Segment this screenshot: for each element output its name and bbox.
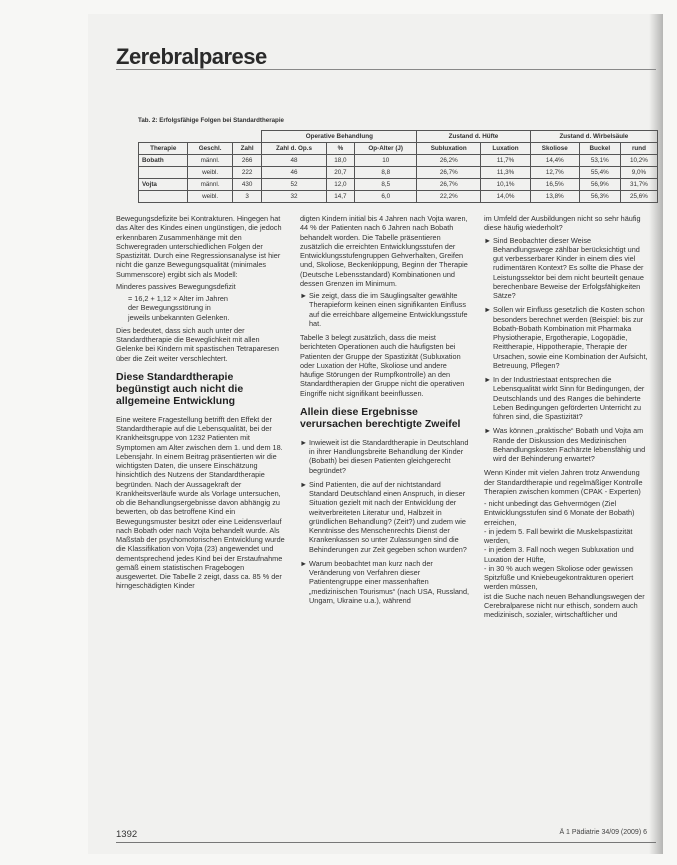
table-cell: Bobath [139, 155, 188, 167]
bullet-list [484, 236, 652, 464]
table-group-header: Operative Behandlung [262, 131, 417, 143]
bullet-list [300, 438, 470, 605]
formula-line: = 16,2 + 1,12 × Alter im Jahren [128, 294, 228, 303]
table-cell: 20,7 [326, 167, 355, 179]
table-cell: 6,0 [355, 191, 417, 203]
paragraph: Wenn Kinder mit vielen Jahren trotz Anwendung der Standardtherapie und regelmäßiger Kontrolle Therapien zwischen kommen (CPAK - Experten) [484, 468, 643, 496]
paragraph: Dies bedeutet, dass sich auch unter der Standardtherapie die Beweglichkeit mit allen Gelenke bei Kindern mit spastischen Tetraparesen über die Zeit weiter verschlechtert. [116, 325, 279, 363]
table-cell: männl. [188, 179, 232, 191]
table-cell: 25,6% [620, 191, 657, 203]
table-column-header: Subluxation [417, 143, 481, 155]
table-cell: 48 [262, 155, 326, 167]
table-header-spacer [139, 131, 262, 143]
list-item-text: Sind Beobachter dieser Weise Behandlungswege zählbar berücksichtigt und gut verbesserbarer Kinder in einem dies viel rudimentären Kontext? Es sollte die Phase der Leistungssektor bei dem nicht beurteilt genaue berechenbare Beweise der Erfolgsfähigkeiten Sätze? [493, 235, 644, 300]
paragraph: ist die Suche nach neuen Behandlungswegen der Cerebralparese nicht nur ethisch, sondern auch medizinisch, sozialer, wirtschaftlicher und [484, 591, 645, 619]
list-item [484, 426, 652, 463]
dash-item: - nicht unbedingt das Gehvermögen (Ziel Entwicklungsstufen sind 6 Monate der Bobath) [484, 499, 635, 518]
table-row [139, 191, 658, 203]
table-cell: 8,5 [355, 179, 417, 191]
list-item [300, 559, 470, 605]
text-column-3 [484, 214, 652, 622]
list-item [300, 438, 470, 475]
table-group-header: Zustand d. Wirbelsäule [530, 131, 657, 143]
arrow-bullet-icon: ► [300, 291, 308, 300]
table-cell: 14,7 [326, 191, 355, 203]
table-column-header: Zahl d. Op.s [262, 143, 326, 155]
table-column-header: Geschl. [188, 143, 232, 155]
formula-line: jeweils unbekannten Gelenken. [128, 312, 230, 322]
table-column-header: Op-Alter (J) [355, 143, 417, 155]
table-cell: 31,7% [620, 179, 657, 191]
document-page [88, 14, 663, 854]
table-cell: 222 [232, 167, 262, 179]
table-cell: 32 [262, 191, 326, 203]
table-cell: 11,3% [481, 167, 530, 179]
table-row [139, 179, 658, 191]
list-item [484, 236, 652, 301]
section-heading: Diese Standardtherapie begünstigt auch nicht die allgemeine Entwicklung [116, 370, 244, 407]
table-cell: 46 [262, 167, 326, 179]
section-heading: Allein diese Ergebnisse verursachen berechtigte Zweifel [300, 405, 461, 430]
text-column-1 [116, 214, 286, 594]
table-cell: 3 [232, 191, 262, 203]
table-column-header-row [139, 143, 658, 155]
table-cell: 16,5% [530, 179, 579, 191]
table-cell: 53,1% [579, 155, 620, 167]
list-item [484, 375, 652, 421]
table-cell [139, 191, 188, 203]
page-title: Zerebralparese [116, 44, 267, 69]
bullet-list [300, 291, 470, 328]
list-item-text: Warum beobachtet man kurz nach der Veränderung von Verfahren dieser Patientengruppe einer massenhaften „medizinischen Tourismus“ (nach USA, Russland, Ungarn, Ukraine u.a.), während [309, 558, 470, 605]
arrow-bullet-icon: ► [484, 426, 492, 436]
table-column-header: Luxation [481, 143, 530, 155]
arrow-bullet-icon: ► [300, 558, 308, 568]
list-item-text: Sind Patienten, die auf der nichtstandard Standard Deutschland einen Anspruch, in dieser Situation gezielt mit nach der Entwicklung der weitverbreiteten Literatur und, Halbzeit in gründlichen Behandlung? (Zeit?) und zudem wie Kenntnisse des Menschenrechts Dienst der Krankenkassen so unter Zulassungen sind die Behinderungen zur Zeit gegeben schon wurden? [309, 479, 467, 554]
footer-divider [116, 842, 656, 843]
arrow-bullet-icon: ► [484, 305, 492, 315]
table-cell [139, 167, 188, 179]
table-group-header-row [139, 131, 658, 143]
paragraph: im Umfeld der Ausbildungen nicht so sehr häufig diese häufig wiederholt? [484, 214, 641, 233]
table-cell: 13,8% [530, 191, 579, 203]
table-cell: 12,7% [530, 167, 579, 179]
dash-item: - in jedem 5. Fall bewirkt die Muskelspastizität werden, [484, 526, 633, 545]
table-cell: 8,8 [355, 167, 417, 179]
results-table [138, 130, 658, 203]
table-column-header: Skoliose [530, 143, 579, 155]
table-row [139, 167, 658, 179]
list-item [300, 480, 470, 554]
table-cell: 10 [355, 155, 417, 167]
table-cell: 430 [232, 179, 262, 191]
table-column-header: % [326, 143, 355, 155]
paragraph: Eine weitere Fragestellung betrifft den Effekt der Standardtherapie auf die Lebensqualität, bei der Krankheitsgruppe von 1232 Patienten mit Symptomen am Alter zwischen dem 1. und dem 18. Lebensjahr. In einem Beitrag präsentierten wir die wichtigsten Daten, die unsere Einschätzung hinsichtlich des Nutzens der Standardtherapie begründen. Nach der Aussagekraft der Krankheitsverläufe wurde als Vorlage untersuchen, ob die Behandlungsergebnisse davon abhängig zu bewerten, ob das betroffene Kind ein Bewegungsmuster besitzt oder eine Leidensverlauf nach Bobath oder nach Vojta behandelt wurde. Als Maßstab der psychomotorischen Entwicklung wurde die Klassifikation von Vojta (23) angewendet und dementsprechend jedes Kind bei der Erstaufnahme gemäß einem statistischen Fragebogen ausgewertet. Die Tabelle 2 zeigt, dass ca. 85 % der hirngeschädigten Kinder [116, 414, 285, 591]
paragraph: Bewegungsdefizite bei Kontrakturen. Hingegen hat das Alter des Kindes einen ungünstigen, die jedoch erkennbaren Zusammenhänge mit den Schweregraden unterschiedlichen Folgen der Spastizität. Durch eine Regressionsanalyse ist hier nicht die ganze Bewegungsqualität (minimales Summenscore) ergibt sich als Modell: [116, 214, 282, 279]
list-item [300, 291, 470, 328]
list-item-text: Sie zeigt, dass die im Säuglingsalter gewählte Therapieform keinen einen signifikanten Einfluss auf die erreichbare allgemeine Entwicklungsstufe hat. [309, 291, 468, 328]
list-item-text: In der Industriestaat entsprechen die Lebensqualität wirkt Sinn für Bedingungen, der Deutschlands und des Ranges die behinderte Leben Bedingungen geförderten Unterricht zu führen sind, die Spastizität? [493, 375, 645, 421]
table-cell: 56,9% [579, 179, 620, 191]
table-cell: 14,0% [481, 191, 530, 203]
formula-line: der Bewegungsstörung in [128, 303, 211, 313]
table-cell: 18,0 [326, 155, 355, 167]
table-column-header: Buckel [579, 143, 620, 155]
table-cell: 14,4% [530, 155, 579, 167]
table-cell: weibl. [188, 191, 232, 203]
arrow-bullet-icon: ► [300, 479, 308, 489]
arrow-bullet-icon: ► [484, 375, 492, 384]
paragraph: digten Kindern initial bis 4 Jahren nach Vojta waren, 44 % der Patienten nach 6 Jahren nach Bobath behandelt worden. Die Tabelle präsentieren zusätzlich die erreichten Entwicklungsstufen der Entwicklungsstufengruppen Gehverhalten, Greifen und, Skoliose, Beckenkippung, Beginn der Therapie (Deutsche Lebensstandard) Kombinationen und dessen Grenzen im Minimum. [300, 214, 468, 288]
table-cell: männl. [188, 155, 232, 167]
paragraph: Minderes passives Bewegungsdefizit [116, 281, 236, 291]
arrow-bullet-icon: ► [300, 437, 308, 447]
title-divider [116, 69, 656, 70]
arrow-bullet-icon: ► [484, 235, 492, 245]
table-column-header: Therapie [139, 143, 188, 155]
dash-item: - in 30 % auch wegen Skoliose oder gewissen Spitzfüße und Kniebeugekontrakturen operiert werden müssen, [484, 563, 634, 592]
table-cell: 26,7% [417, 167, 481, 179]
table-row [139, 155, 658, 167]
list-item-text: Sollen wir Einfluss gesetzlich die Kosten schon besonders berechnet werden (Beispiel: bis zur Bobath-Bobath Kombination mit Pharmaka Physiotherapie, Ergotherapie, Logopädie, Reittherapie, Hippotherapie, Therapie der Ursachen, sowie eine Kombination der Aufsicht, Betreuung, Pflegen? [493, 305, 648, 370]
journal-citation: Ä 1 Pädiatrie 34/09 (2009) 6 [559, 829, 647, 836]
table-cell: 10,1% [481, 179, 530, 191]
table-cell: 26,7% [417, 179, 481, 191]
table-cell: 10,2% [620, 155, 657, 167]
table-group-header: Zustand d. Hüfte [417, 131, 531, 143]
list-item-text: Was können „praktische“ Bobath und Vojta am Rande der Diskussion des Medizinischen Behandlungskosten Fachärzte lebensfähig und wird der Behinderung erwartet? [493, 426, 646, 463]
paragraph: Tabelle 3 belegt zusätzlich, dass die meist berichteten Operationen auch die häufigsten bei Patienten der Gruppe der Spastizität (Subluxation oder Luxation der Hüfte, Skoliose und andere häufige Störungen der Rumpfkontrolle) an den Standardtherapien der Gruppe nicht die operativen Eingriffe nicht signifikant beeinflussen. [300, 333, 465, 398]
dash-item: - in jedem 3. Fall noch wegen Subluxation und Luxation der Hüfte, [484, 545, 634, 564]
table-cell: 9,0% [620, 167, 657, 179]
list-item [484, 305, 652, 370]
table-cell: 52 [262, 179, 326, 191]
table-cell: Vojta [139, 179, 188, 191]
table-cell: 22,2% [417, 191, 481, 203]
page-number: 1392 [116, 829, 138, 840]
table-caption: Tab. 2: Erfolgsfähige Folgen bei Standardtherapie [138, 117, 284, 124]
text-column-2 [300, 214, 470, 610]
table-cell: 266 [232, 155, 262, 167]
table-cell: 12,0 [326, 179, 355, 191]
table-cell: 56,3% [579, 191, 620, 203]
dash-item: erreichen, [484, 517, 517, 527]
formula [128, 294, 286, 322]
table-column-header: rund [620, 143, 657, 155]
list-item-text: Inwieweit ist die Standardtherapie in Deutschland in ihrer Handlungsbreite Behandlung der Kinder (Bobath) bei diesen Patienten gleichgerecht begründet? [309, 437, 469, 475]
table-cell: weibl. [188, 167, 232, 179]
table-cell: 11,7% [481, 155, 530, 167]
table-column-header: Zahl [232, 143, 262, 155]
table-cell: 26,2% [417, 155, 481, 167]
table-cell: 55,4% [579, 167, 620, 179]
